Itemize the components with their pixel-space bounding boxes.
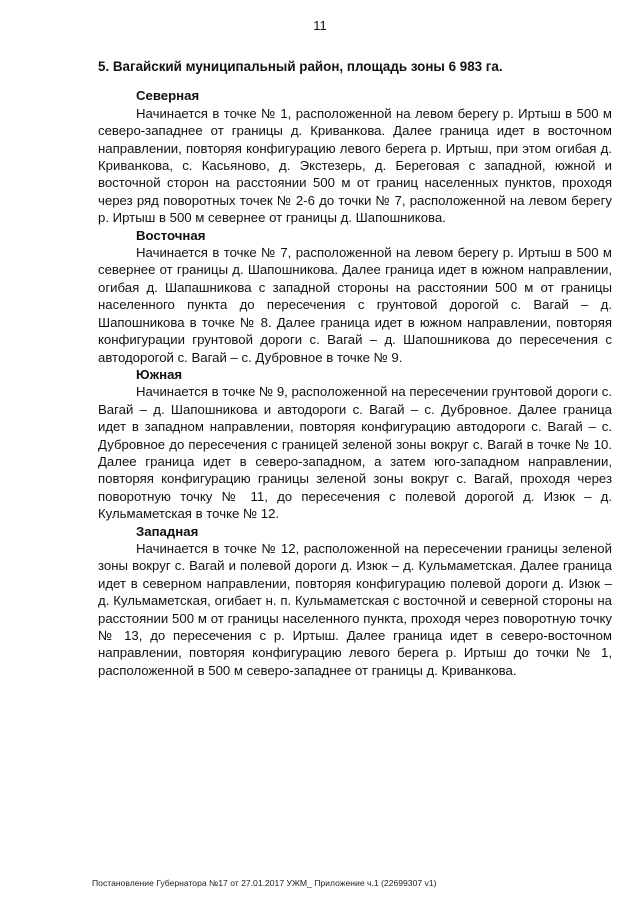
document-title: 5. Вагайский муниципальный район, площадь зоны 6 983 га. <box>98 59 503 74</box>
section-heading: Южная <box>136 366 183 382</box>
page-number: 11 <box>313 18 327 33</box>
document-body <box>98 58 612 679</box>
section-paragraph: Начинается в точке № 1, расположенной на левом берегу р. Иртыш в 500 м северо-западнее от границы д. Криванкова. Далее граница идет в восточном направлении, повторяя конфигурацию левого берега р. Иртыш, при этом огибая д. Криванкова, с. Касьяново, д. Экстезерь, д. Береговая с западной, южной и восточной сторон на расстоянии 500 м от границ населенных пунктов, проходя через ряд поворотных точек № 2-6 до точки № 7, расположенной на левом берегу р. Иртыш в 500 м севернее от границы д. Шапошникова. <box>98 105 612 226</box>
section-paragraph: Начинается в точке № 7, расположенной на левом берегу р. Иртыш в 500 м севернее от границы д. Шапошникова. Далее граница идет в южном направлении, огибая д. Шапашникова с западной стороны на расстоянии 500 м от границы населенного пункта до пересечения с грунтовой дорогой с. Вагай – д. Шапошникова в точке № 8. Далее граница идет в южном направлении, повторяя конфигурации грунтовой дороги с. Вагай – д. Шапошникова до пересечения с автодорогой с. Вагай – с. Дубровное в точке № 9. <box>98 245 612 365</box>
section-heading: Западная <box>136 523 199 539</box>
section-east <box>98 227 612 366</box>
section-heading: Восточная <box>136 227 206 243</box>
section-heading: Северная <box>136 88 200 104</box>
document-footer: Постановление Губернатора №17 от 27.01.2017 УЖМ_ Приложение ч.1 (22699307 v1) <box>92 878 437 888</box>
section-paragraph: Начинается в точке № 12, расположенной на пересечении границы зеленой зоны вокруг с. Вагай и полевой дороги д. Изюк – д. Кульмаметская. Далее граница идет в северном направлении, повторяя конфигурацию полевой дороги д. Изюк – д. Кульмаметская, огибает н. п. Кульмаметская с восточной и северной стороны на расстоянии 500 м от границы населенного пункта, проходя через поворотную точку № 13, до пересечения с р. Иртыш. Далее граница идет в северо-восточном направлении, повторяя конфигурацию левого берега р. Иртыш до точки № 1, расположенной в 500 м северо-западнее от границы д. Криванкова. <box>98 540 612 678</box>
section-south <box>98 366 612 523</box>
section-north <box>98 87 612 226</box>
section-paragraph: Начинается в точке № 9, расположенной на пересечении грунтовой дороги с. Вагай – д. Шапошникова и автодороги с. Вагай – с. Дубровное. Далее граница идет в западном направлении, повторяя конфигурацию автодороги с. Вагай – с. Дубровное до пересечения с границей зеленой зоны вокруг с. Вагай в точке № 10. Далее граница идет в северо-западном, а затем юго-западном направлении, повторяя конфигурацию границы зеленой зоны вокруг с. Вагай, проходя через поворотную точку № 11, до пересечения с полевой дорогой д. Изюк – д. Кульмаметская в точке № 12. <box>98 384 612 522</box>
section-west <box>98 523 612 680</box>
